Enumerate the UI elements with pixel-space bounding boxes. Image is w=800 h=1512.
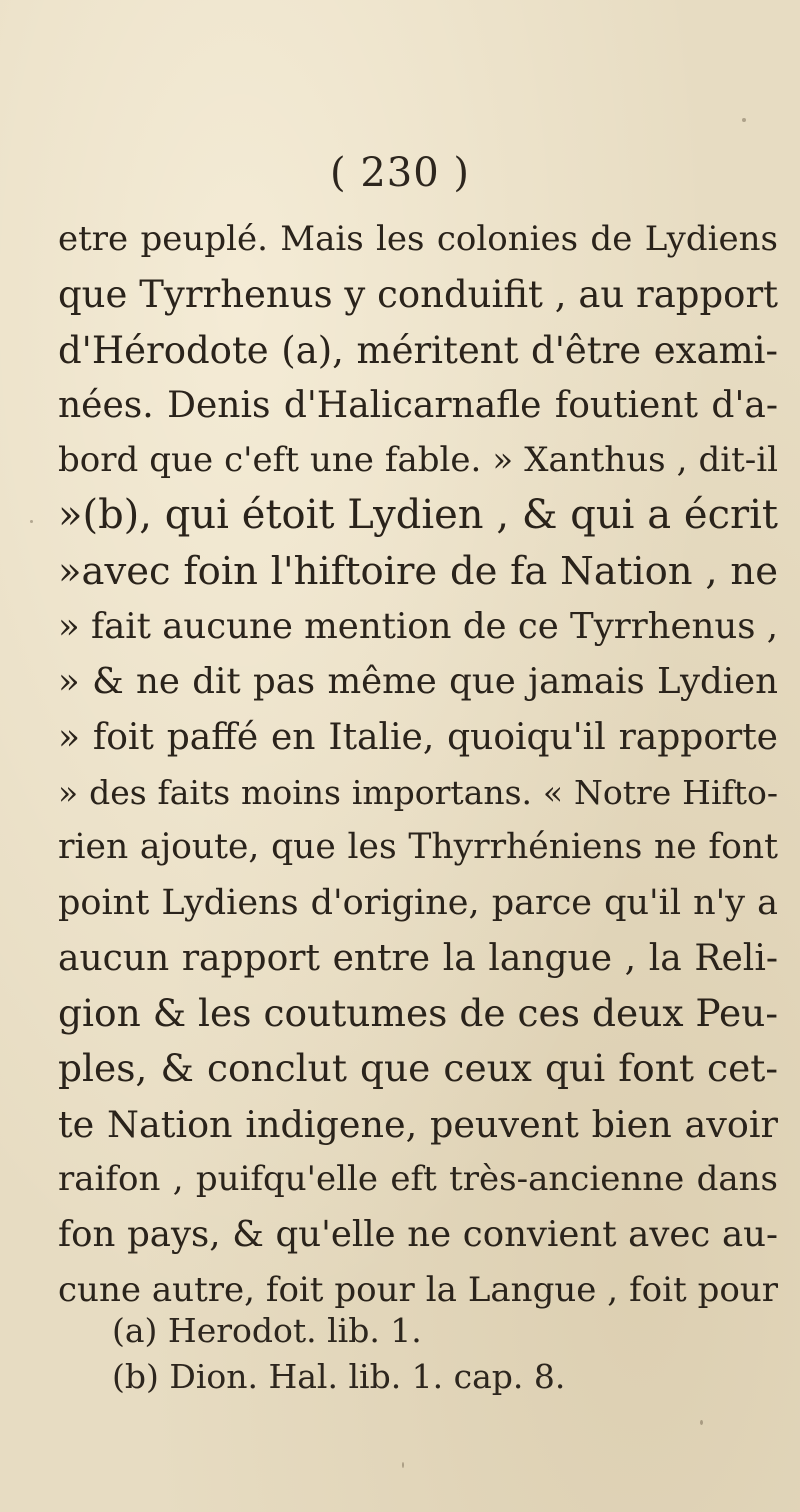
footnote-a: (a) Herodot. lib. 1. (112, 1311, 422, 1350)
text-line: » & ne dit pas même que jamais Lydien (58, 661, 778, 703)
text-line: » foit paffé en Italie, quoiqu'il rapporte (58, 716, 778, 758)
text-line: » des faits moins importans. « Notre Hifto- (58, 772, 778, 812)
paper-speck (402, 1462, 404, 1468)
paper-speck (700, 1420, 703, 1425)
text-line: nées. Denis d'Halicarnafle foutient d'a- (58, 384, 778, 426)
text-line: gion & les coutumes de ces deux Peu- (58, 991, 778, 1036)
text-line: rien ajoute, que les Thyrrhéniens ne font (58, 827, 778, 868)
paper-speck (30, 520, 33, 523)
text-line: »avec foin l'hiftoire de fa Nation , ne (58, 548, 778, 594)
text-line: point Lydiens d'origine, parce qu'il n'y a (58, 882, 778, 923)
page-number: ( 230 ) (330, 150, 470, 196)
paper-speck (742, 118, 746, 122)
text-line: raifon , puifqu'elle eft très-ancienne dans (58, 1159, 778, 1200)
text-line: bord que c'eft une fable. » Xanthus , dit-il (58, 440, 778, 481)
text-line: te Nation indigene, peuvent bien avoir (58, 1102, 778, 1146)
text-line: ples, & conclut que ceux qui font cet- (58, 1046, 778, 1091)
footnote-b: (b) Dion. Hal. lib. 1. cap. 8. (112, 1357, 566, 1396)
text-line: cune autre, foit pour la Langue , foit pour (58, 1269, 778, 1310)
text-line: que Tyrrhenus y conduifit , au rapport (58, 273, 778, 317)
text-line: etre peuplé. Mais les colonies de Lydiens (58, 219, 778, 259)
footnotes (112, 1308, 672, 1400)
text-line: » fait aucune mention de ce Tyrrhenus , (58, 606, 779, 648)
text-line: »(b), qui étoit Lydien , & qui a écrit (58, 492, 778, 539)
text-line: d'Hérodote (a), méritent d'être exami- (58, 328, 778, 372)
text-line: fon pays, & qu'elle ne convient avec au- (58, 1214, 778, 1256)
text-line: aucun rapport entre la langue , la Reli- (58, 937, 778, 979)
body-text (58, 212, 778, 1318)
